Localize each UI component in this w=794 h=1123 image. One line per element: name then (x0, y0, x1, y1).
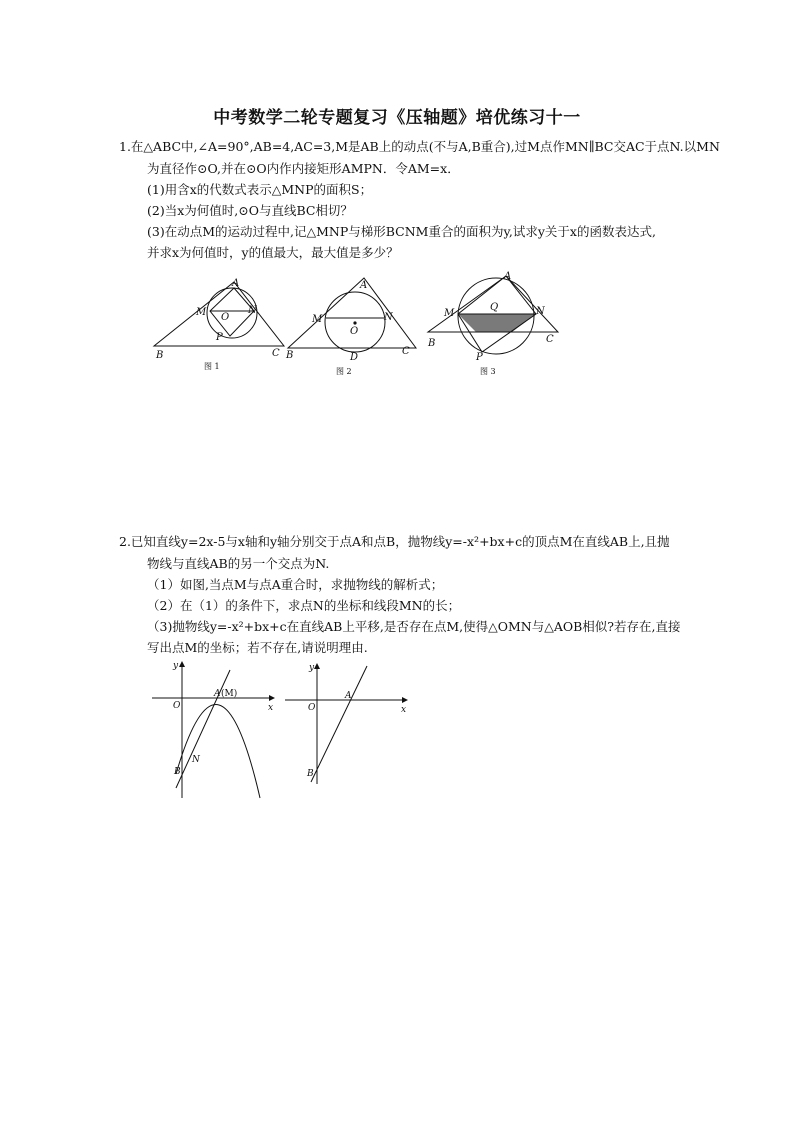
label-o: O (221, 312, 230, 323)
label-q: Q (490, 302, 499, 313)
label-n: N (384, 312, 393, 323)
label-a: A (232, 278, 240, 289)
q1-subquestion-2: (2)当x为何值时,⊙O与直线BC相切？ (147, 203, 353, 218)
line-ab (176, 670, 230, 788)
q1-stem-line1: 1.在△ABC中,∠A=90°,AB=4,AC=3,M是AB上的动点(不与A,B重合),过M点作MN∥BC交AC于点N.以MN (119, 139, 720, 154)
label-m: M (444, 308, 455, 319)
label-a: A (504, 271, 512, 282)
label-a: A (214, 689, 221, 699)
label-o: O (308, 703, 316, 713)
label-y: y (173, 661, 179, 671)
shaded-overlap-region (458, 314, 536, 332)
q2-subquestion-2: （2）在（1）的条件下，求点N的坐标和线段MN的长； (147, 598, 461, 613)
q2-stem-line1: 2.已知直线y=2x-5与x轴和y轴分别交于点A和点B，抛物线y=-x²+bx+c的顶点M在直线AB上,且抛 (119, 534, 670, 549)
label-b: B (428, 338, 436, 349)
label-n: N (536, 306, 545, 317)
parabola (176, 705, 260, 798)
q2-subquestion-3b: 写出点M的坐标；若不存在,请说明理由. (147, 640, 368, 655)
q1-subquestion-3b: 并求x为何值时，y的值最大，最大值是多少？ (147, 245, 399, 260)
q1-subquestion-3a: (3)在动点M的运动过程中,记△MNP与梯形BCNM重合的面积为y,试求y关于x的函数表达式, (147, 224, 656, 239)
caption-fig2: 图 2 (336, 367, 352, 376)
label-b: B (286, 350, 294, 361)
label-m-parenthetical: (M) (221, 689, 238, 699)
label-o: O (173, 701, 181, 711)
label-o: O (350, 326, 359, 337)
line-ab (311, 666, 367, 782)
label-a: A (345, 691, 352, 701)
label-p: P (476, 352, 483, 363)
label-n: N (248, 305, 257, 316)
label-y: y (309, 663, 315, 673)
q2-figure-parabola (150, 658, 282, 803)
label-d: D (350, 352, 359, 363)
page-title: 中考数学二轮专题复习《压轴题》培优练习十一 (213, 108, 581, 128)
q1-figure-2 (284, 270, 424, 380)
q2-figure-line (283, 658, 415, 788)
label-c: C (272, 348, 280, 359)
triangle-abc (288, 278, 416, 348)
q2-stem-line2: 物线与直线AB的另一个交点为N. (147, 556, 330, 571)
label-m: M (196, 307, 207, 318)
label-x: x (268, 703, 274, 713)
label-n: N (192, 755, 200, 765)
center-o-dot (353, 321, 356, 324)
q1-figure-3 (424, 266, 568, 378)
label-m: M (312, 314, 323, 325)
label-b: B (174, 767, 181, 777)
label-b: B (307, 769, 314, 779)
label-x: x (401, 705, 407, 715)
q1-figure-1 (148, 270, 288, 380)
label-p: P (216, 332, 223, 343)
label-c: C (402, 346, 410, 357)
label-a: A (360, 280, 368, 291)
q1-stem-line2: 为直径作⊙O,并在⊙O内作内接矩形AMPN．令AM=x． (147, 161, 460, 176)
q2-subquestion-3a: （3)抛物线y=-x²+bx+c在直线AB上平移,是否存在点M,使得△OMN与△AOB相似?若存在,直接 (147, 619, 681, 634)
q1-subquestion-1: (1)用含x的代数式表示△MNP的面积S； (147, 182, 373, 197)
caption-fig3: 图 3 (480, 367, 496, 376)
caption-fig1: 图 1 (204, 362, 220, 371)
label-c: C (546, 334, 554, 345)
q2-subquestion-1: （1）如图,当点M与点A重合时，求抛物线的解析式； (147, 577, 444, 592)
label-b: B (156, 350, 164, 361)
